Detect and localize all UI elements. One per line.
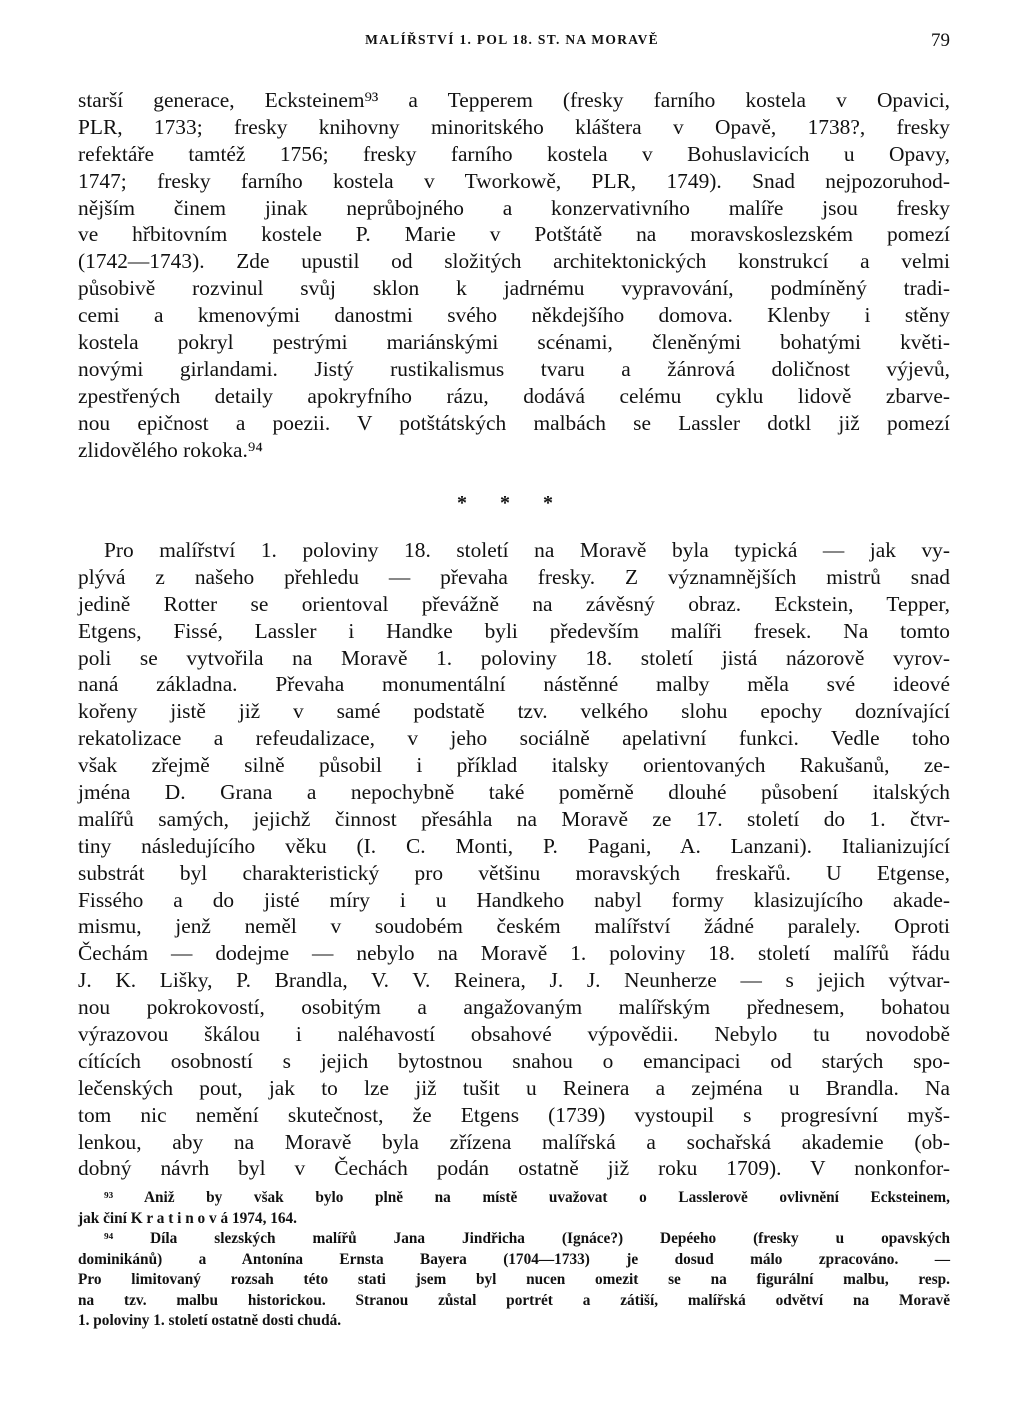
text-line: plývá z našeho přehledu — převaha fresky. Z významnějších mistrů snad bbox=[78, 564, 950, 589]
text-line: malířů samých, jejichž činnost přesáhla na Moravě ze 17. století do 1. čtvr- bbox=[78, 806, 950, 831]
running-title: MALÍŘSTVÍ 1. POL 18. ST. NA MORAVĚ bbox=[365, 32, 659, 47]
paragraph-continuation bbox=[78, 87, 950, 463]
text-line: cítících osobností s jejich bytostnou snahou o emancipaci od starých spo- bbox=[78, 1048, 950, 1073]
text-line: Etgens, Fissé, Lassler i Handke byli především malíři fresek. Na tomto bbox=[78, 618, 950, 643]
text-line: Čechám — dodejme — nebylo na Moravě 1. poloviny 18. století malířů řádu bbox=[78, 941, 950, 966]
text-line: 1747; fresky farního kostela v Tworkowě, PLR, 1749). Snad nejpozoruhod- bbox=[78, 168, 950, 193]
text-line: dobný návrh byl v Čechách podán ostatně již roku 1709). V nonkonfor- bbox=[78, 1156, 950, 1181]
text-line: tiny následujícího věku (I. C. Monti, P. Pagani, A. Lanzani). Italianizující bbox=[78, 833, 950, 858]
text-line: cemi a kmenovými danostmi svého někdejšího domova. Klenby i stěny bbox=[78, 303, 950, 328]
section-separator: * * * bbox=[457, 492, 567, 514]
text-line: jména D. Grana a nepochybně také poměrně dlouhé působení italských bbox=[78, 780, 950, 805]
footnote-line: jak činí K r a t i n o v á 1974, 164. bbox=[78, 1209, 297, 1227]
text-line: působivě rozvinul svůj sklon k jadrnému vypravování, podmíněný tradi- bbox=[78, 276, 950, 301]
footnote-line: ⁹⁴ Díla slezských malířů Jana Jindřicha (Ignáce?) Depéeho (fresky u opavských bbox=[104, 1230, 950, 1247]
text-line: výrazovou škálou i naléhavostí obsahové výpovědii. Nebylo tu novodobě bbox=[78, 1022, 950, 1047]
text-line: zlidovělého rokoka.⁹⁴ bbox=[78, 437, 263, 462]
text-line: Pro malířství 1. poloviny 18. století na Moravě byla typická — jak vy- bbox=[104, 538, 950, 562]
footnote-line: dominikánů) a Antonína Ernsta Bayera (1704—1733) je dosud málo zpracováno. — bbox=[78, 1250, 950, 1268]
text-line: ve hřbitovním kostele P. Marie v Potštátě na moravskoslezském pomezí bbox=[78, 222, 950, 247]
text-line: Fisséһo a do jisté míry i u Handkeho nabyl formy klasizujícího akade- bbox=[78, 887, 950, 912]
text-line: substrát byl charakteristický pro většinu moravských freskařů. U Etgense, bbox=[78, 860, 950, 885]
text-line: J. K. Lišky, P. Brandla, V. V. Reinera, J. J. Neunherze — s jejich výtvar- bbox=[78, 968, 950, 993]
footnote-line: 1. poloviny 1. století ostatně dosti chudá. bbox=[78, 1312, 342, 1329]
text-line: kořeny jistě již v samé podstatě tzv. velkého slohu epochy doznívající bbox=[78, 699, 950, 724]
text-line: (1742—1743). Zde upustil od složitých architektonických konstrukcí a velmi bbox=[78, 249, 950, 274]
text-line: jedině Rotter se orientoval převážně na závěsný obraz. Eckstein, Tepper, bbox=[78, 591, 950, 616]
text-line: poli se vytvořila na Moravě 1. poloviny 18. století jistá názorově vyrov- bbox=[78, 645, 950, 670]
page-header bbox=[0, 30, 1024, 56]
page-number: 79 bbox=[931, 30, 950, 51]
text-line: tom nic nemění skutečnost, že Etgens (1739) vystoupil s progresívní myš- bbox=[78, 1102, 950, 1127]
text-line: lečenských pout, jak to lze již tušit u Reinera a zejména u Brandla. Na bbox=[78, 1075, 950, 1100]
text-line: starší generace, Ecksteinem⁹³ a Tepperem (fresky farního kostela v Opavici, bbox=[78, 88, 950, 112]
footnote-line: na tzv. malbu historickou. Stranou zůstal portrét a zátiší, malířská odvětví na Moravě bbox=[78, 1291, 950, 1309]
text-line: kostela pokryl pestrými mariánskými scénami, členěnými bohatými květi- bbox=[78, 330, 950, 355]
text-line: zpestřených detaily apokryfního rázu, dodává celému cyklu lidově zbarve- bbox=[78, 383, 950, 408]
text-line: nou pokrokovostí, osobitým a angažovaným malířským přednesem, bohatou bbox=[78, 995, 950, 1020]
text-line: novými girlandami. Jistý rustikalismus tvaru a žánrová doličnost výjevů, bbox=[78, 356, 950, 381]
text-line: lenkou, aby na Moravě byla zřízena malířská a sochařská akademie (ob- bbox=[78, 1129, 950, 1154]
text-line: však zřejmě silně působil i příklad italsky orientovaných Rakušanů, ze- bbox=[78, 753, 950, 778]
footnote-line: Pro limitovaný rozsah této stati jsem byl nucen omezit se na figurální malbu, resp. bbox=[78, 1271, 950, 1288]
footnote-line: ⁹³ Aniž by však bylo plně na místě uvažovat o Lasslerově ovlivnění Ecksteinem, bbox=[104, 1189, 950, 1206]
footnotes bbox=[78, 1188, 950, 1332]
text-line: rekatolizace a refeudalizace, v jeho sociálně apelativní funkci. Vedle toho bbox=[78, 726, 950, 751]
text-line: nou epičnost a poezii. V potštátských malbách se Lassler dotkl již pomezí bbox=[78, 410, 950, 435]
paragraph-main bbox=[78, 537, 950, 1182]
text-line: nějším činem jinak neprůbojného a konzervativního malíře jsou fresky bbox=[78, 195, 950, 220]
text-line: mismu, jenž neměl v soudobém českém malířství žádné paralely. Oproti bbox=[78, 914, 950, 939]
text-line: PLR, 1733; fresky knihovny minoritského kláštera v Opavě, 1738?, fresky bbox=[78, 114, 950, 139]
text-line: naná základna. Převaha monumentální nástěnné malby měla své ideové bbox=[78, 672, 950, 697]
text-line: refektáře tamtéž 1756; fresky farního kostela v Bohuslavicích u Opavy, bbox=[78, 141, 950, 166]
